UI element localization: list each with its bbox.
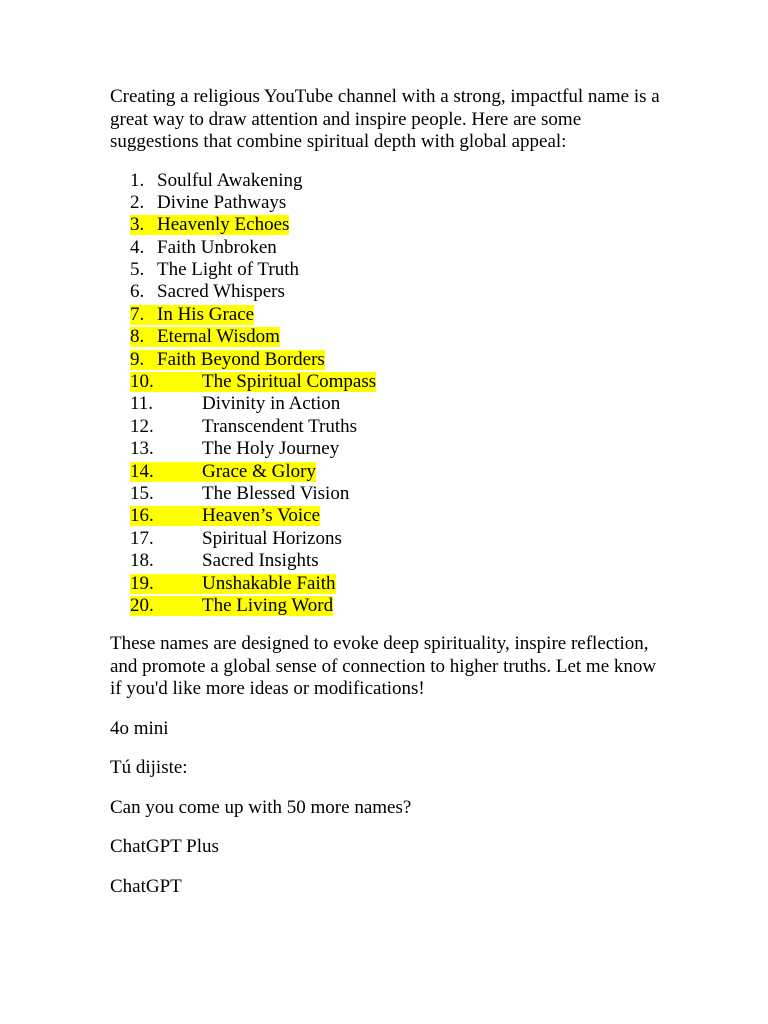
highlighted-entry <box>130 596 333 616</box>
list-number: 10. <box>130 371 154 393</box>
list-item <box>130 304 670 326</box>
highlighted-entry <box>130 305 254 325</box>
entry <box>130 551 319 571</box>
channel-name-list <box>130 170 670 618</box>
list-number: 8. <box>130 326 145 348</box>
list-number: 20. <box>130 594 154 616</box>
list-name: Heaven’s Voice <box>202 505 321 527</box>
user-said-label: Tú dijiste: <box>110 757 188 779</box>
list-item <box>130 505 670 527</box>
list-number: 1. <box>130 169 145 191</box>
list-name: The Spiritual Compass <box>202 371 377 393</box>
list-name: Heavenly Echoes <box>157 214 290 236</box>
list-number: 2. <box>130 191 145 213</box>
list-name: Transcendent Truths <box>202 415 358 437</box>
highlighted-entry <box>130 215 289 235</box>
list-item <box>130 214 670 236</box>
user-message: Can you come up with 50 more names? <box>110 796 412 818</box>
entry <box>130 260 299 280</box>
list-item <box>130 573 670 595</box>
list-name: Faith Beyond Borders <box>157 348 325 370</box>
entry <box>130 529 342 549</box>
list-item <box>130 595 670 617</box>
list-item <box>130 371 670 393</box>
model-label: 4o mini <box>110 717 169 739</box>
list-item <box>130 461 670 483</box>
list-name: The Light of Truth <box>157 259 299 281</box>
list-item <box>130 192 670 214</box>
list-number: 12. <box>130 415 154 437</box>
list-name: Spiritual Horizons <box>202 527 342 549</box>
entry <box>130 484 349 504</box>
document-page <box>110 86 670 915</box>
list-name: Soulful Awakening <box>157 169 303 191</box>
list-number: 16. <box>130 505 154 527</box>
highlighted-entry <box>130 506 320 526</box>
list-number: 19. <box>130 572 154 594</box>
list-name: Unshakable Faith <box>202 572 336 594</box>
entry <box>130 193 286 213</box>
list-number: 6. <box>130 281 145 303</box>
list-name: The Holy Journey <box>202 438 340 460</box>
outro-paragraph: These names are designed to evoke deep spirituality, inspire reflection, and promote a global sense of connection to higher truths. Let me know if you'd like more ideas or modifications! <box>110 633 657 700</box>
list-name: The Living Word <box>202 594 334 616</box>
list-number: 5. <box>130 259 145 281</box>
list-number: 18. <box>130 550 154 572</box>
list-name: Divine Pathways <box>157 191 287 213</box>
list-item <box>130 438 670 460</box>
list-name: In His Grace <box>157 303 255 325</box>
list-item <box>130 237 670 259</box>
list-number: 17. <box>130 527 154 549</box>
highlighted-entry <box>130 574 336 594</box>
list-name: Sacred Insights <box>202 550 319 572</box>
highlighted-entry <box>130 462 316 482</box>
list-item <box>130 349 670 371</box>
list-item <box>130 170 670 192</box>
list-item <box>130 259 670 281</box>
list-name: Sacred Whispers <box>157 281 285 303</box>
list-number: 14. <box>130 460 154 482</box>
list-name: Faith Unbroken <box>157 236 277 258</box>
list-number: 11. <box>130 393 154 415</box>
list-number: 7. <box>130 303 145 325</box>
list-name: The Blessed Vision <box>202 482 350 504</box>
list-number: 4. <box>130 236 145 258</box>
list-name: Divinity in Action <box>202 393 341 415</box>
entry <box>130 394 340 414</box>
list-item <box>130 528 670 550</box>
list-item <box>130 393 670 415</box>
highlighted-entry <box>130 372 376 392</box>
list-number: 9. <box>130 348 145 370</box>
list-item <box>130 326 670 348</box>
entry <box>130 238 277 258</box>
entry <box>130 171 303 191</box>
plan-label: ChatGPT Plus <box>110 836 219 858</box>
list-number: 15. <box>130 482 154 504</box>
entry <box>130 439 339 459</box>
list-item <box>130 550 670 572</box>
list-item <box>130 281 670 303</box>
intro-paragraph: Creating a religious YouTube channel with a strong, impactful name is a great way to draw attention and inspire people. Here are some suggestions that combine spiritual depth with global appeal: <box>110 86 660 152</box>
list-item <box>130 416 670 438</box>
entry <box>130 282 285 302</box>
list-number: 13. <box>130 438 154 460</box>
highlighted-entry <box>130 350 325 370</box>
assistant-label: ChatGPT <box>110 875 182 897</box>
list-item <box>130 483 670 505</box>
list-name: Eternal Wisdom <box>157 326 280 348</box>
entry <box>130 417 357 437</box>
list-number: 3. <box>130 214 145 236</box>
list-name: Grace & Glory <box>202 460 316 482</box>
highlighted-entry <box>130 327 280 347</box>
